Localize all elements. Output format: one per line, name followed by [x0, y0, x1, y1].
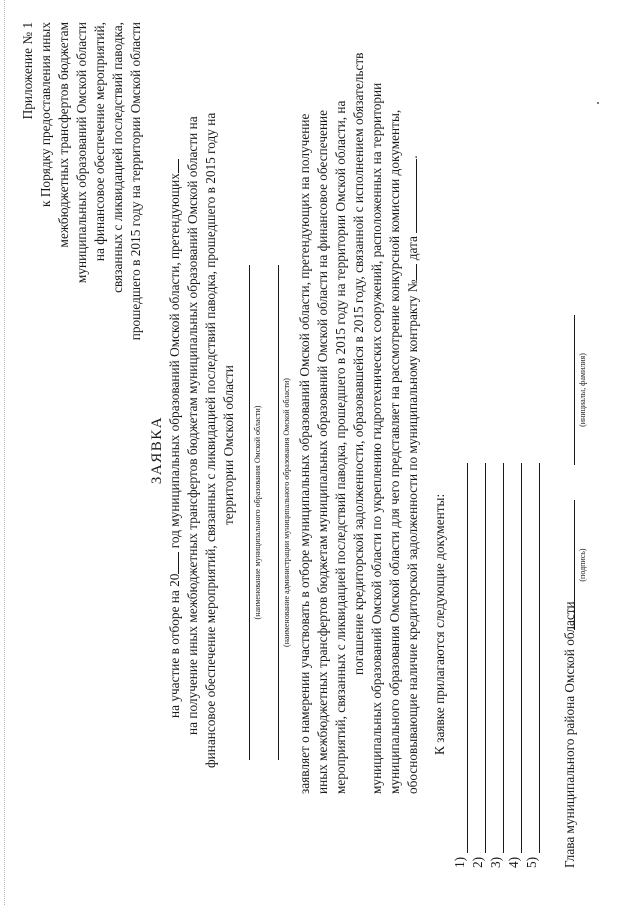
- attachments-heading: К заявке прилагаются следующие документы:: [432, 493, 447, 755]
- contract-date-blank: [405, 159, 417, 233]
- header-line-4: территории Омской области: [221, 365, 236, 525]
- name-caption: (инициалы, фамилия): [578, 353, 587, 427]
- body-line-last: обосновывающие наличие кредиторской задолженности по муниципальному контракту № дата .: [405, 155, 420, 794]
- body-line: погашение кредиторской задолженности, образовавшейся в 2015 году, связанной с исполнением обязательств: [351, 52, 366, 675]
- attachment-line-3: [503, 463, 504, 853]
- body-line: заявляет о намерении участвовать в отборе муниципальных образований Омской области, претендующих на получение: [297, 113, 312, 794]
- document-title: ЗАЯВКА: [149, 415, 165, 485]
- appendix-line: муниципальных образований Омской области: [74, 22, 89, 284]
- appendix-line: прошедшего в 2015 году на территории Омской области: [128, 22, 143, 341]
- municipality-caption: (наименование муниципального образования Омской области): [253, 405, 262, 620]
- attachment-line-2: [485, 463, 486, 853]
- signature-label: Глава муниципального района Омской области: [562, 601, 577, 868]
- administration-name-line: [278, 265, 279, 760]
- attachment-item-3: 3): [488, 856, 503, 868]
- attachment-item-5: 5): [524, 856, 539, 868]
- attachment-item-4: 4): [506, 856, 521, 868]
- signature-line: [574, 500, 575, 630]
- header-line-3: финансовое обеспечение мероприятий, связанных с ликвидацией последствий паводка, прошедшего в 2015 году на: [203, 112, 218, 768]
- administration-caption: (наименование администрации муниципального образования Омской области): [282, 378, 291, 647]
- header-blank: [167, 159, 179, 173]
- body-line: мероприятий, связанных с ликвидацией последствий паводка, прошедшего в 2015 году на территории Омской области, на: [333, 100, 348, 794]
- body-line: иных межбюджетных трансфертов бюджетам муниципальных образований Омской области на финансовое обеспечение: [315, 109, 330, 794]
- attachment-item-2: 2): [470, 856, 485, 868]
- appendix-line: связанных с ликвидацией последствий паводка,: [110, 22, 125, 293]
- attachment-item-1: 1): [452, 856, 467, 868]
- appendix-line: на финансовое обеспечение мероприятий,: [92, 22, 107, 262]
- appendix-line: к Порядку предоставления иных: [38, 22, 53, 207]
- appendix-line: Приложение № 1: [20, 22, 35, 120]
- header-line-2: на получение иных межбюджетных трансфертов бюджетам муниципальных образований Омской области на: [185, 116, 200, 735]
- attachment-line-4: [521, 463, 522, 853]
- attachment-line-5: [539, 463, 540, 853]
- municipality-name-line: [249, 265, 250, 760]
- header-line-1: на участие в отборе на 20 год муниципальных образований Омской области, претендующих: [167, 159, 182, 718]
- name-line: [574, 315, 575, 465]
- year-blank: [167, 552, 179, 574]
- attachment-line-1: [467, 463, 468, 853]
- body-line: муниципального образования Омской области для чего представляет на рассмотрение конкурсной комиссии документы,: [387, 109, 402, 794]
- contract-number-blank: [405, 264, 417, 280]
- body-line: муниципальных образований Омской области по укреплению гидротехнических сооружений, расположенных на территории: [369, 82, 384, 794]
- signature-caption: (подпись): [578, 548, 587, 582]
- appendix-line: межбюджетных трансфертов бюджетам: [56, 22, 71, 248]
